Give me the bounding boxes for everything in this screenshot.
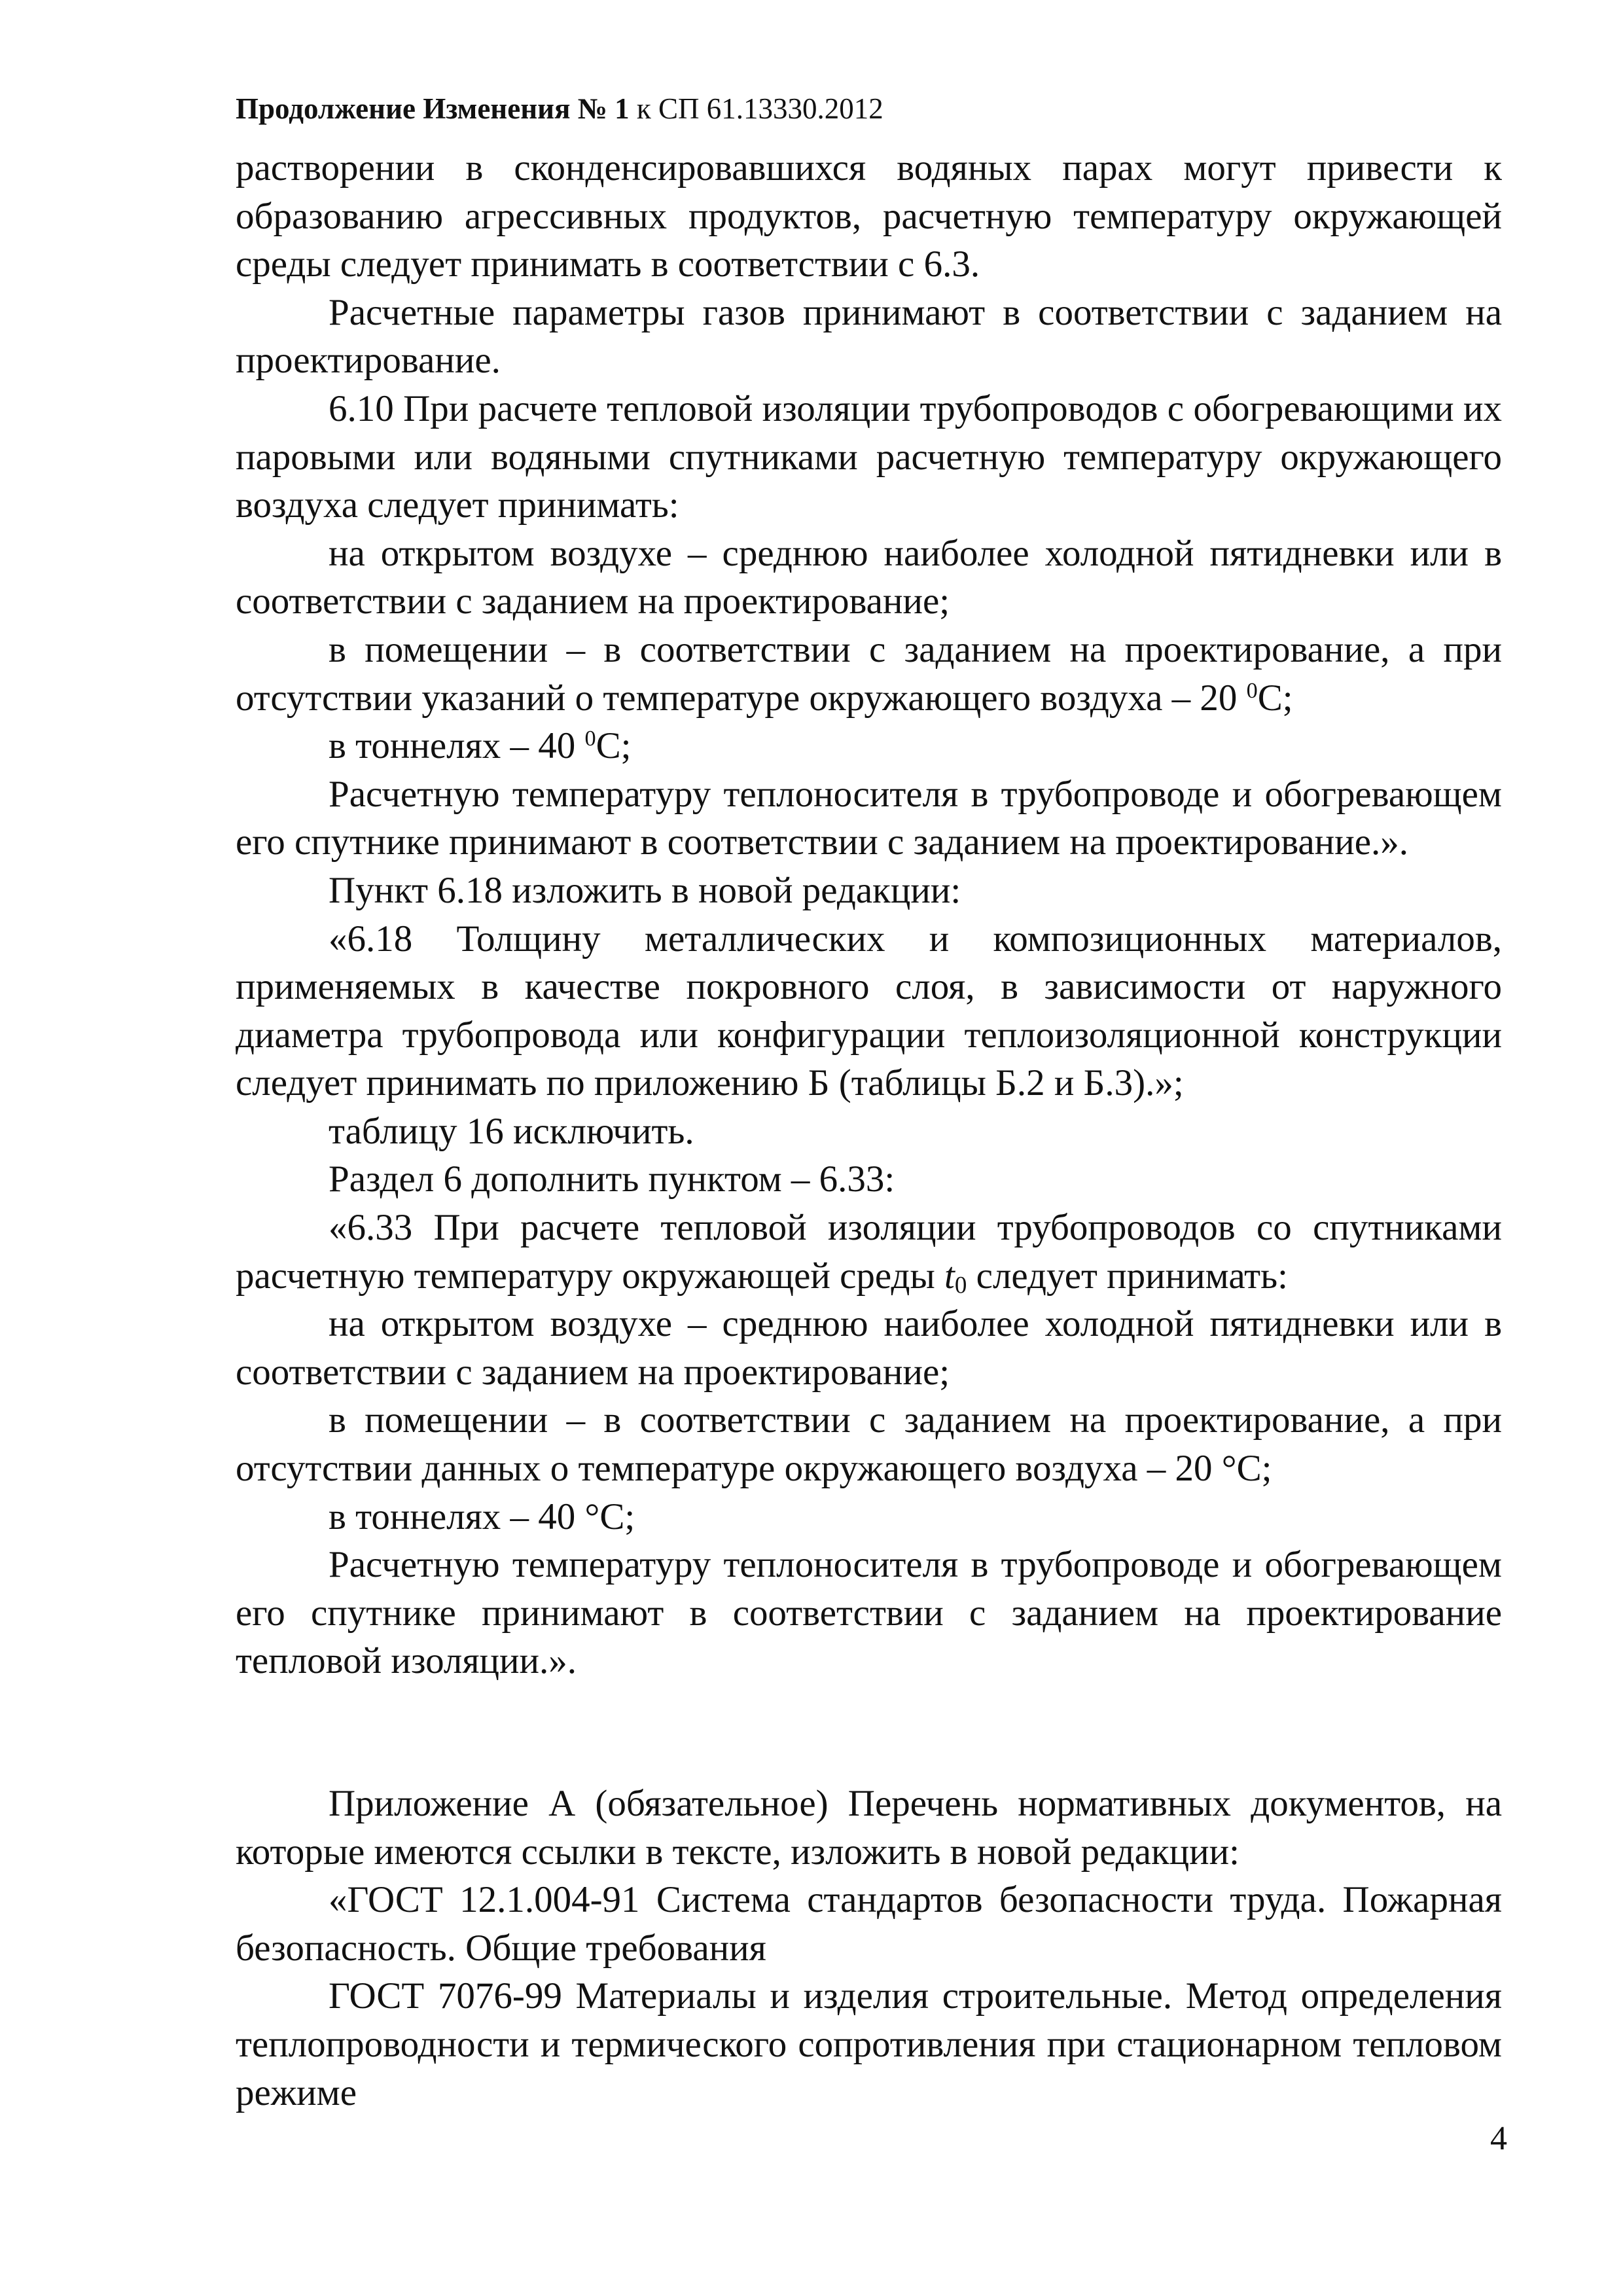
tunnels-unit: С; [596, 725, 632, 767]
paragraph-indoor [236, 626, 1502, 722]
paragraph-6-33 [236, 1204, 1502, 1300]
paragraph-gost-12-1-004: «ГОСТ 12.1.004-91 Система стандартов безопасности труда. Пожарная безопасность. Общие требования [236, 1879, 1502, 1969]
header-bold-part: Продолжение Изменения № 1 [236, 92, 630, 125]
item-6-33-end: следует принимать: [976, 1255, 1288, 1297]
degree-superscript: 0 [584, 726, 596, 751]
paragraph-outdoor-air-2: на открытом воздухе – среднюю наиболее холодной пятидневки или в соответствии с заданием на проектирование; [236, 1303, 1502, 1393]
tunnels-text: в тоннелях – 40 [329, 725, 576, 767]
paragraph-coolant-temperature: Расчетную температуру теплоносителя в трубопроводе и обогревающем его спутнике принимают в соответствии с заданием на проектирование.». [236, 773, 1502, 863]
paragraph-item-6-18-intro: Пункт 6.18 изложить в новой редакции: [329, 869, 961, 911]
paragraph-section-6-addition: Раздел 6 дополнить пунктом – 6.33: [329, 1158, 895, 1200]
indoor-unit: С; [1257, 677, 1293, 719]
page-number: 4 [1490, 2120, 1507, 2157]
paragraph-tunnels-2: в тоннелях – 40 °С; [329, 1496, 635, 1537]
running-header [236, 92, 883, 126]
paragraph-continued: растворении в сконденсировавшихся водяных парах могут привести к образованию агрессивных продуктов, расчетную температуру окружающей среды следует принимать в соответствии с 6.3. [236, 147, 1502, 285]
paragraph-tunnels [236, 722, 1502, 770]
paragraph-gost-7076: ГОСТ 7076-99 Материалы и изделия строительные. Метод определения теплопроводности и термического сопротивления при стационарном тепловом режиме [236, 1975, 1502, 2113]
header-normal-part: к СП 61.13330.2012 [636, 92, 883, 125]
paragraph-6-18: «6.18 Толщину металлических и композиционных материалов, применяемых в качестве покровного слоя, в зависимости от наружного диаметра трубопровода или конфигурации теплоизоляционной конструкции следует принимать по приложению Б (таблицы Б.2 и Б.3).»; [236, 918, 1502, 1104]
paragraph-table-16: таблицу 16 исключить. [329, 1110, 694, 1152]
item-6-33-text: «6.33 При расчете тепловой изоляции трубопроводов со спутниками расчетную температуру окружающей среды [236, 1207, 1502, 1297]
paragraph-coolant-temperature-2: Расчетную температуру теплоносителя в трубопроводе и обогревающем его спутнике принимают в соответствии с заданием на проектирование тепловой изоляции.». [236, 1544, 1502, 1682]
paragraph-appendix-a: Приложение А (обязательное) Перечень нормативных документов, на которые имеются ссылки в тексте, изложить в новой редакции: [236, 1783, 1502, 1873]
body-text [236, 144, 1502, 2117]
paragraph-gas-parameters: Расчетные параметры газов принимают в соответствии с заданием на проектирование. [236, 291, 1502, 382]
paragraph-6-10: 6.10 При расчете тепловой изоляции трубопроводов с обогревающими их паровыми или водяными спутниками расчетную температуру окружающего воздуха следует принимать: [236, 387, 1502, 526]
degree-superscript: 0 [1246, 678, 1258, 703]
paragraph-outdoor-air: на открытом воздухе – среднюю наиболее холодной пятидневки или в соответствии с заданием на проектирование; [236, 532, 1502, 622]
variable-t: t [944, 1255, 955, 1297]
indoor-text: в помещении – в соответствии с заданием на проектирование, а при отсутствии указаний о температуре окружающего воздуха – 20 [236, 628, 1502, 719]
paragraph-indoor-2: в помещении – в соответствии с заданием на проектирование, а при отсутствии данных о температуре окружающего воздуха – 20 °С; [236, 1399, 1502, 1490]
variable-subscript: 0 [954, 1272, 967, 1299]
